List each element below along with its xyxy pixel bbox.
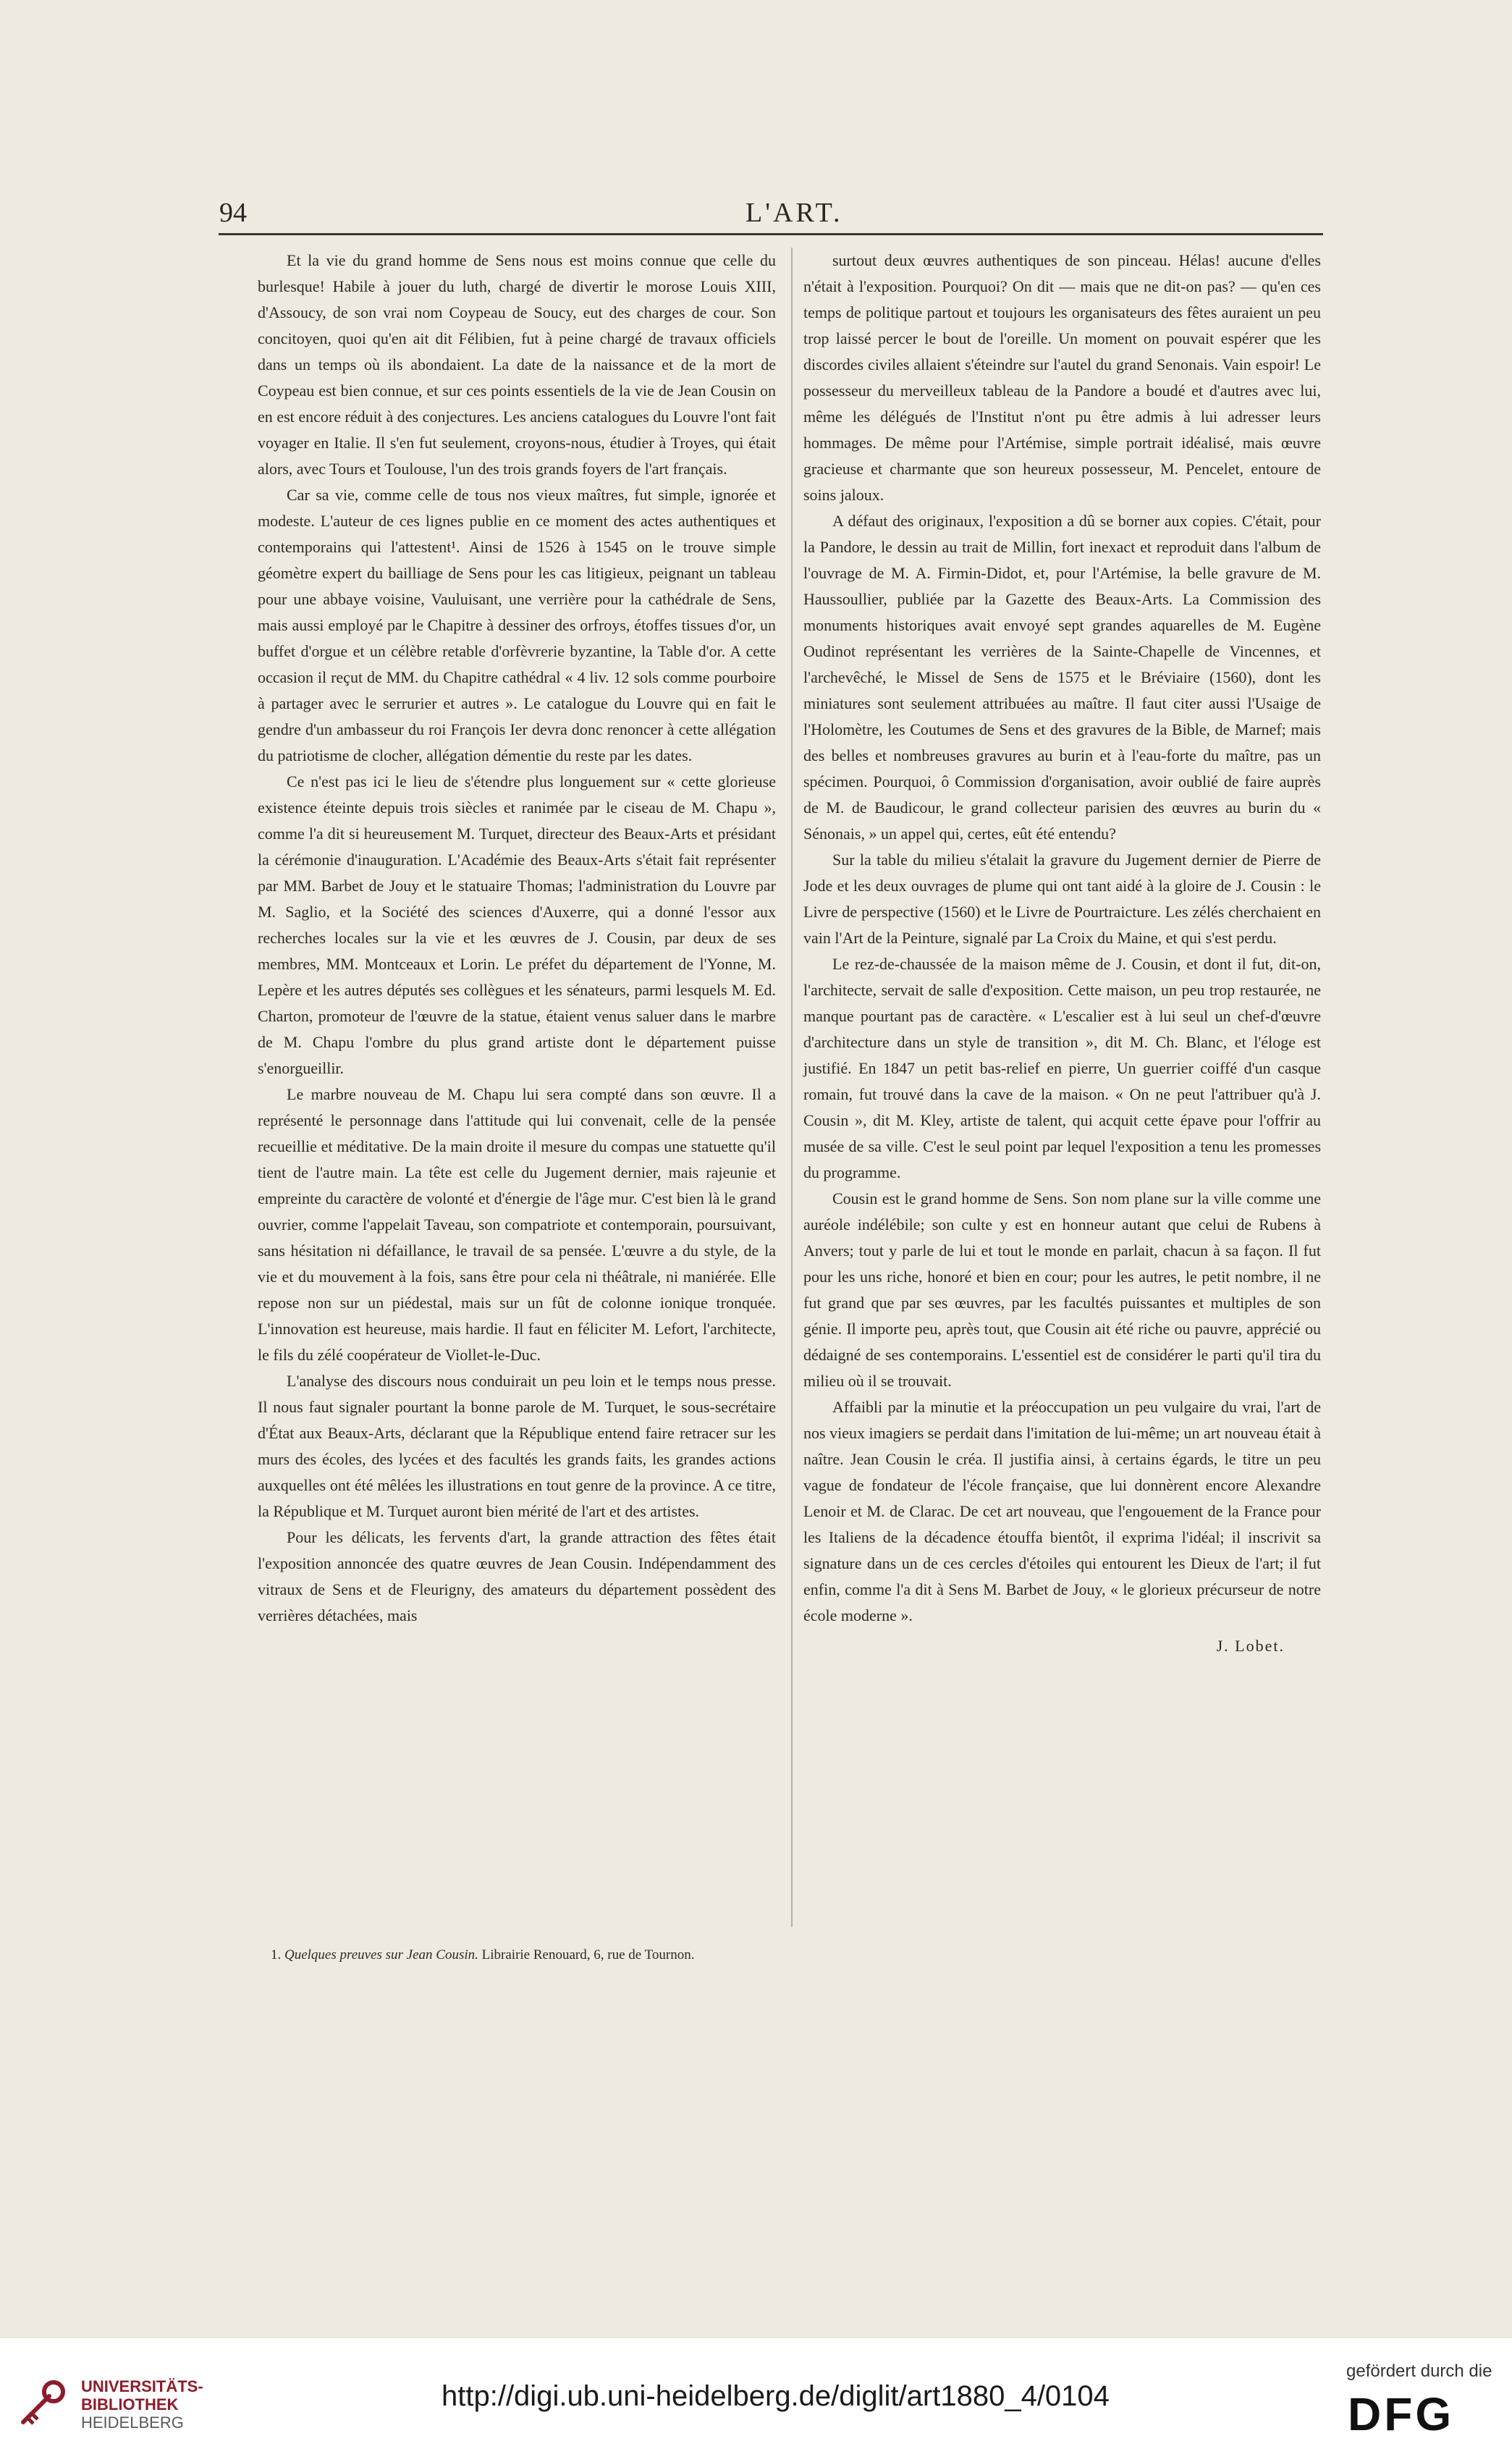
institution-line: BIBLIOTHEK bbox=[81, 2395, 179, 2413]
paragraph: Le rez-de-chaussée de la maison même de J. Cousin, et dont il fut, dit-on, l'architecte, servait de salle d'exposition. Cette maison, un peu trop restaurée, ne manque pourtant pas de caractère. « L'escalier est à lui seul un chef-d'œuvre d'architecture dans un style de transition », dit M. Ch. Blanc, et l'éloge est justifié. En 1847 un petit bas-relief en pierre, Un guerrier coiffé d'un casque romain, fut trouvé dans la cave de la maison. « On ne peut l'attribuer qu'à J. Cousin », dit M. Kley, artiste de talent, qui acquit cette épave pour l'offrir au musée de sa ville. C'est le seul point par lequel l'exposition a tenu les promesses du programme. bbox=[803, 955, 1321, 1181]
funder-caption: gefördert durch die bbox=[1346, 2361, 1492, 2381]
left-column bbox=[258, 248, 776, 1629]
paragraph: L'analyse des discours nous conduirait un peu loin et le temps nous presse. Il nous faut signaler pourtant la bonne parole de M. Turquet, le sous-secrétaire d'État aux Beaux-Arts, déclarant que la République entend faire retracer sur les murs des écoles, des lycées et des facultés les grands faits, les grandes actions auxquelles ont été mêlées les illustrations en tout genre de la province. A ce titre, la République et M. Turquet auront bien mérité de l'art et des artistes. bbox=[258, 1372, 776, 1520]
paragraph: Affaibli par la minutie et la préoccupation un peu vulgaire du vrai, l'art de nos vieux imagiers se perdait dans l'imitation de lui-même; un art nouveau était à naître. Jean Cousin le créa. Il justifia ainsi, à certains égards, le titre un peu vague de fondateur de l'école française, que lui donnèrent encore Alexandre Lenoir et M. de Clarac. De cet art nouveau, que l'engouement de la France pour les Italiens de la décadence étouffa bientôt, il exprima l'idéal; il inscrivit sa signature dans un de ces cercles d'étoiles qui entourent les Dieux de l'art; il fut enfin, comme l'a dit à Sens M. Barbet de Jouy, « le glorieux précurseur de notre école moderne ». bbox=[803, 1398, 1321, 1624]
paragraph: Cousin est le grand homme de Sens. Son nom plane sur la ville comme une auréole indélébile; son culte y est en honneur autant que celui de Rubens à Anvers; tout y parle de lui et tout le monde en parlait, chacun à sa façon. Il fut pour les uns riche, honoré et bien en cour; pour les autres, le petit nombre, il ne fut grand que par ses œuvres, par les facultés puissantes et multiples de son génie. Il importe peu, après tout, que Cousin ait été riche ou pauvre, apprécié ou dédaigné de ses contemporains. L'essentiel est de considérer le parti qu'il tira du milieu où il se trouvait. bbox=[803, 1189, 1321, 1390]
paragraph: Pour les délicats, les fervents d'art, la grande attraction des fêtes était l'exposition annoncée des quatre œuvres de Jean Cousin. Indépendamment des vitraux de Sens et de Fleurigny, des amateurs du département possèdent des verrières détachées, mais bbox=[258, 1528, 776, 1624]
paragraph: A défaut des originaux, l'exposition a dû se borner aux copies. C'était, pour la Pandore, le dessin au trait de Millin, fort inexact et reproduit dans l'album de l'ouvrage de M. A. Firmin-Didot, et, pour l'Artémise, la belle gravure de M. Haussoullier, publiée par la Gazette des Beaux-Arts. La Commission des monuments historiques avait envoyé sept grandes aquarelles de M. Eugène Oudinot représentant les verrières de la Sainte-Chapelle de Vincennes, et l'archevêché, le Missel de Sens de 1575 et le Bréviaire (1560), dont les miniatures sont seulement attribuées au maître. Il faut citer aussi l'Usaige de l'Holomètre, les Coutumes de Sens et des gravures de la Bible, de Marnef; mais des belles et nombreuses gravures au burin et à l'eau-forte du maître, pas un spécimen. Pourquoi, ô Commission d'organisation, avoir oublié de faire auprès de M. de Baudicour, le grand collecteur parisien des œuvres au burin du « Sénonais, » un appel qui, certes, eût été entendu? bbox=[803, 512, 1321, 843]
institution-line: HEIDELBERG bbox=[81, 2413, 184, 2432]
paragraph: Sur la table du milieu s'étalait la gravure du Jugement dernier de Pierre de Jode et les deux ouvrages de plume qui ont tant aidé à la gloire de J. Cousin : le Livre de perspective (1560) et le Livre de Pourtraicture. Les zélés cherchaient en vain l'Art de la Peinture, signalé par La Croix du Maine, et qui s'est perdu. bbox=[803, 851, 1321, 947]
column-divider bbox=[791, 248, 793, 1927]
paragraph: surtout deux œuvres authentiques de son pinceau. Hélas! aucune d'elles n'était à l'exposition. Pourquoi? On dit — mais que ne dit-on pas? — qu'en ces temps de politique partout et toujours les organisateurs des fêtes auraient un peu trop laissé percer le bout de l'oreille. Un moment on pouvait espérer que les discordes civiles allaient s'éteindre sur l'autel du grand Senonais. Vain espoir! Le possesseur du merveilleux tableau de la Pandore a boudé et d'autres avec lui, même les délégués de l'Institut n'ont pu être admis à lui adresser leurs hommages. De même pour l'Artémise, simple portrait idéalisé, mais œuvre gracieuse et charmante que son heureux possesseur, M. Pencelet, entoure de soins jaloux. bbox=[803, 251, 1321, 504]
paragraph: Le marbre nouveau de M. Chapu lui sera compté dans son œuvre. Il a représenté le personnage dans l'attitude qui lui convenait, celle de la pensée recueillie et méditative. De la main droite il mesure du compas une statuette qu'il tient de l'autre main. La tête est celle du Jugement dernier, mais rajeunie et empreinte du caractère de volonté et d'énergie de l'âge mur. C'est bien là le grand ouvrier, comme l'appelait Taveau, son compatriote et contemporain, poursuivant, sans hésitation ni défaillance, le travail de sa pensée. L'œuvre a du style, de la vie et du mouvement à la fois, sans être pour cela ni théâtrale, ni maniérée. Elle repose non sur un piédestal, mais sur un fût de colonne ionique tronquée. L'innovation est heureuse, mais hardie. Il faut en féliciter M. Lefort, l'architecte, le fils du zélé coopérateur de Viollet-le-Duc. bbox=[258, 1085, 776, 1364]
header-rule bbox=[219, 233, 1323, 235]
heidelberg-key-icon[interactable] bbox=[17, 2377, 68, 2428]
footnote bbox=[271, 1947, 1139, 1963]
institution-line: UNIVERSITÄTS- bbox=[81, 2377, 203, 2395]
footnote-text: Librairie Renouard, 6, rue de Tournon. bbox=[481, 1947, 695, 1963]
right-column bbox=[803, 248, 1321, 1659]
paragraph: Car sa vie, comme celle de tous nos vieux maîtres, fut simple, ignorée et modeste. L'auteur de ces lignes publie en ce moment des actes authentiques et contemporains qui l'attestent¹. Ainsi de 1526 à 1545 on le trouve simple géomètre expert du bailliage de Sens pour les cas litigieux, peignant un tableau pour une abbaye voisine, Vauluisant, une verrière pour la cathédrale de Sens, mais aussi employé par le Chapitre à dessiner des orfroys, étoffes tissues d'or, un buffet d'orgue et un célèbre retable d'orfèvrerie byzantine, la Table d'or. A cette occasion il reçut de MM. du Chapitre cathédral « 4 liv. 12 sols comme pourboire à partager avec le serrurier et autres ». Le catalogue du Louvre qui en fait le gendre d'un ambasseur du roi François Ier devra donc renoncer à cette allégation du patriotisme de clocher, allégation démentie du reste par les dates. bbox=[258, 486, 776, 764]
footnote-number: 1. bbox=[271, 1947, 282, 1963]
dfg-logo[interactable]: DFG bbox=[1348, 2388, 1455, 2440]
institution-name[interactable] bbox=[81, 2377, 203, 2432]
permalink-url[interactable]: http://digi.ub.uni-heidelberg.de/diglit/art1880_4/0104 bbox=[442, 2380, 1110, 2412]
paragraph: Ce n'est pas ici le lieu de s'étendre plus longuement sur « cette glorieuse existence éteinte depuis trois siècles et ranimée par le ciseau de M. Chapu », comme l'a dit si heureusement M. Turquet, directeur des Beaux-Arts et présidant la cérémonie d'inauguration. L'Académie des Beaux-Arts s'était fait représenter par MM. Barbet de Jouy et le statuaire Thomas; l'administration du Louvre par M. Saglio, et la Société des sciences d'Auxerre, qui a donné l'essor aux recherches locales sur la vie et les œuvres de J. Cousin, par deux de ses membres, MM. Montceaux et Lorin. Le préfet du département de l'Yonne, M. Lepère et les autres députés ses collègues et les sénateurs, parmi lesquels M. Ed. Charton, promoteur de l'œuvre de la statue, étaient venus saluer dans le marbre de M. Chapu l'ombre du plus grand artiste dont le département puisse s'enorgueillir. bbox=[258, 772, 776, 1077]
footnote-title: Quelques preuves sur Jean Cousin. bbox=[284, 1947, 478, 1963]
page-number: 94 bbox=[219, 198, 247, 228]
author-signature: J. Lobet. bbox=[1216, 1637, 1285, 1655]
paragraph: Et la vie du grand homme de Sens nous est moins connue que celle du burlesque! Habile à jouer du luth, chargé de divertir le morose Louis XIII, d'Assoucy, de son vrai nom Coypeau de Soucy, eut des charges de cour. Son concitoyen, quoi qu'en ait dit Félibien, fut à peine chargé de travaux officiels dans un temps où ils abondaient. La date de la naissance et de la mort de Coypeau est bien connue, et sur ces points essentiels de la vie de Jean Cousin on en est encore réduit à des conjectures. Les anciens catalogues du Louvre l'ont fait voyager en Italie. Il s'en fut seulement, croyons-nous, étudier à Troyes, qui était alors, avec Tours et Toulouse, l'un des trois grands foyers de l'art français. bbox=[258, 251, 776, 478]
running-title: L'ART. bbox=[746, 198, 843, 228]
